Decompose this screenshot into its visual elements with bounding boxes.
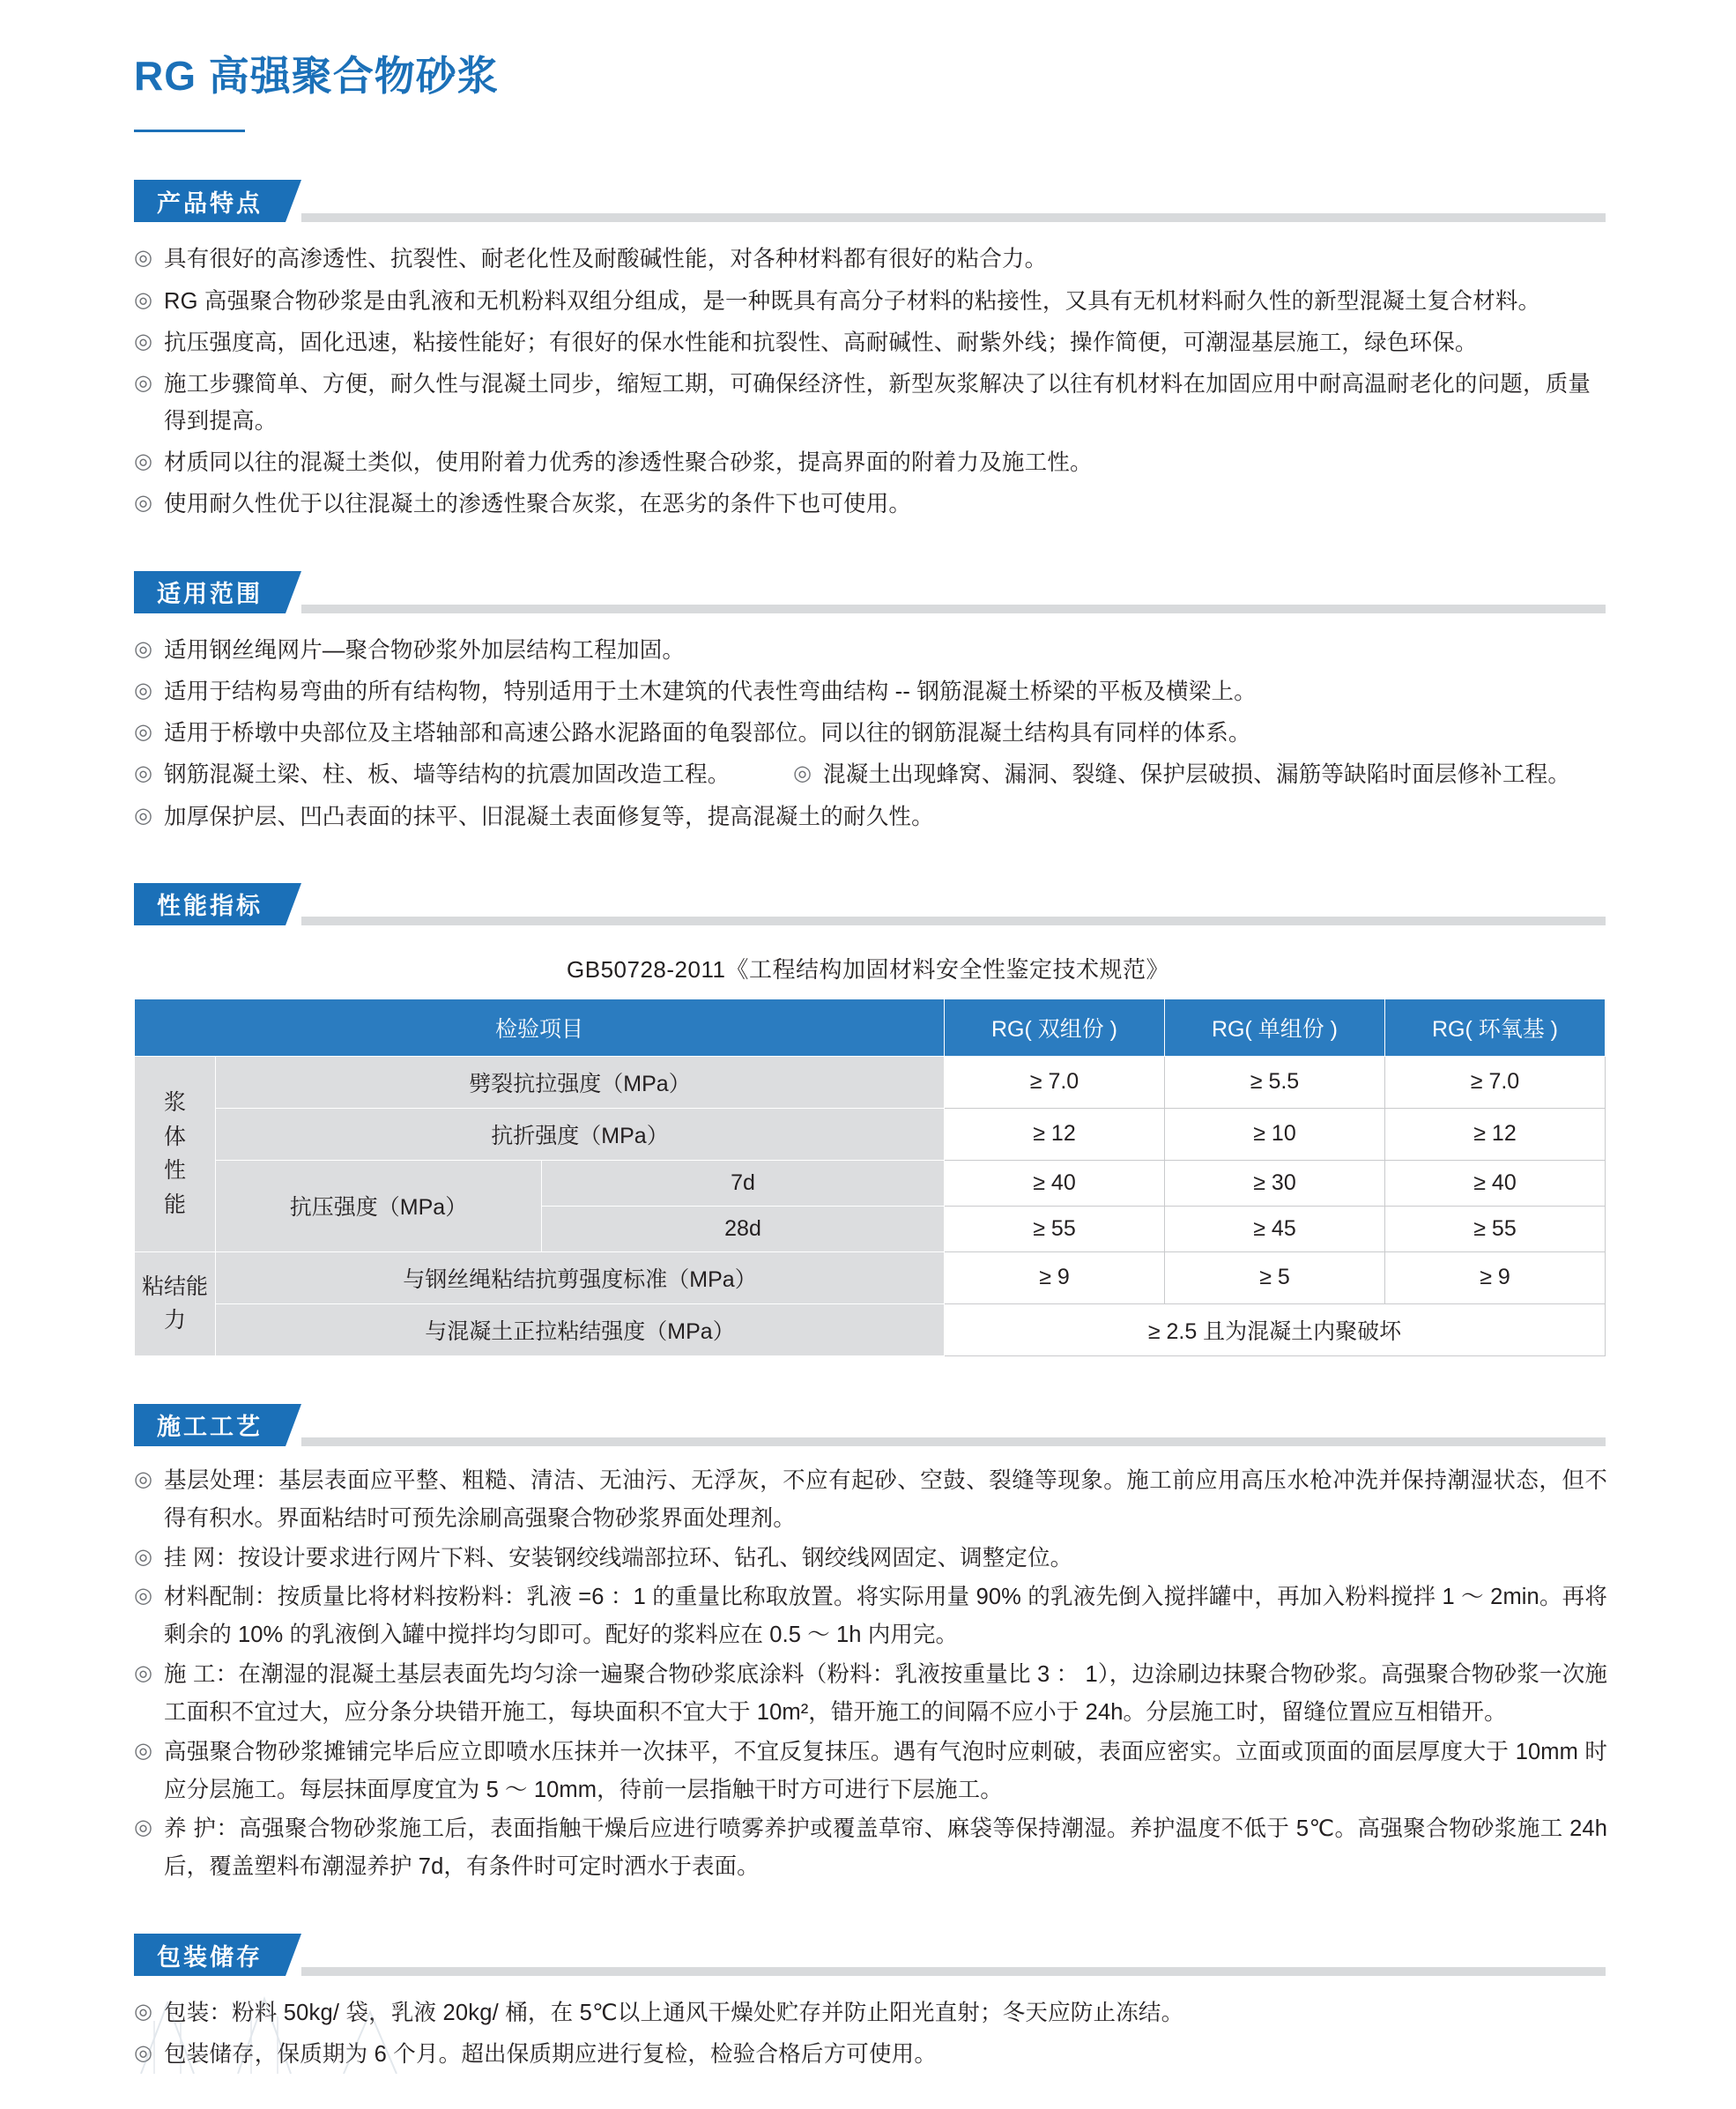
table-cell-value: ≥ 7.0 bbox=[1385, 1056, 1606, 1108]
table-caption: GB50728-2011《工程结构加固材料安全性鉴定技术规范》 bbox=[567, 955, 1169, 983]
table-cell-value: ≥ 7.0 bbox=[945, 1056, 1165, 1108]
section-header-scope bbox=[134, 571, 1606, 613]
table-cell-label: 劈裂抗拉强度（MPa） bbox=[216, 1056, 945, 1108]
table-cell-value: ≥ 10 bbox=[1165, 1108, 1385, 1160]
table-row bbox=[135, 1251, 1606, 1303]
list-item: ◎ 养 护：高强聚合物砂浆施工后，表面指触干燥后应进行喷雾养护或覆盖草帘、麻袋等保持潮湿。养护温度不低于 5℃。高强聚合物砂浆施工 24h 后，覆盖塑料布潮湿养护 7d，有条件时可定时洒水于表面。 bbox=[134, 1810, 1607, 1886]
table-cell-label: 抗压强度（MPa） bbox=[216, 1160, 542, 1251]
list-item: ◎ 施 工：在潮湿的混凝土基层表面先均匀涂一遍聚合物砂浆底涂料（粉料：乳液按重量比 3 ： 1），边涂刷边抹聚合物砂浆。高强聚合物砂浆一次施工面积不宜过大，应分条分块错开施工，每块面积不宜大于 10m²，错开施工的间隔不应小于 24h。分层施工时，留缝位置应互相错开。 bbox=[134, 1656, 1607, 1732]
packaging-list bbox=[134, 1995, 1607, 2074]
table-cell-value: ≥ 40 bbox=[1385, 1160, 1606, 1206]
list-item: ◎ 材料配制：按质量比将材料按粉料：乳液 =6 ：1 的重量比称取放置。将实际用量 90% 的乳液先倒入搅拌罐中，再加入粉料搅拌 1 ～ 2min。再将剩余的 10% 的乳液倒入罐中搅拌均匀即可。配好的浆料应在 0.5 ～ 1h 内用完。 bbox=[134, 1578, 1607, 1654]
table-cell-value: ≥ 5.5 bbox=[1165, 1056, 1385, 1108]
section-bar bbox=[301, 1437, 1606, 1446]
features-list bbox=[134, 241, 1607, 523]
table-cell-value: ≥ 40 bbox=[945, 1160, 1165, 1206]
table-row bbox=[135, 1108, 1606, 1160]
list-item: ◎ 具有很好的高渗透性、抗裂性、耐老化性及耐酸碱性能，对各种材料都有很好的粘合力。 bbox=[134, 241, 1607, 278]
list-item-right: ◎ 混凝土出现蜂窝、漏洞、裂缝、保护层破损、漏筋等缺陷时面层修补工程。 bbox=[793, 757, 1570, 793]
section-bar bbox=[301, 917, 1606, 925]
table-header-row bbox=[135, 999, 1606, 1056]
list-item: ◎ 适用钢丝绳网片—聚合物砂浆外加层结构工程加固。 bbox=[134, 633, 1607, 669]
table-cell-value: ≥ 45 bbox=[1165, 1206, 1385, 1251]
section-title-features: 产品特点 bbox=[134, 180, 286, 222]
list-item: ◎ 加厚保护层、凹凸表面的抹平、旧混凝土表面修复等，提高混凝土的耐久性。 bbox=[134, 799, 1607, 835]
table-cell-value: ≥ 5 bbox=[1165, 1251, 1385, 1303]
table-cell-label: 抗折强度（MPa） bbox=[216, 1108, 945, 1160]
list-item: ◎ 包装：粉料 50kg/ 袋，乳液 20kg/ 桶，在 5℃以上通风干燥处贮存并防止阳光直射；冬天应防止冻结。 bbox=[134, 1995, 1607, 2031]
table-header-cell: RG( 双组份 ) bbox=[945, 999, 1165, 1056]
section-header-features bbox=[134, 180, 1606, 222]
page-title: RG 高强聚合物砂浆 bbox=[134, 52, 499, 99]
section-title-process: 施工工艺 bbox=[134, 1404, 286, 1446]
list-item-two-column bbox=[134, 757, 1607, 793]
list-item: ◎ 高强聚合物砂浆摊铺完毕后应立即喷水压抹并一次抹平，不宜反复抹压。遇有气泡时应刺破，表面应密实。立面或顶面的面层厚度大于 10mm 时应分层施工。每层抹面厚度宜为 5 ～ 10mm，待前一层指触干时方可进行下层施工。 bbox=[134, 1734, 1607, 1809]
table-cell-value: ≥ 12 bbox=[945, 1108, 1165, 1160]
section-header-process bbox=[134, 1404, 1606, 1446]
table-cell-value: ≥ 9 bbox=[945, 1251, 1165, 1303]
table-cell-label: 与混凝土正拉粘结强度（MPa） bbox=[216, 1303, 945, 1355]
table-row bbox=[135, 1160, 1606, 1206]
table-cell-value: ≥ 12 bbox=[1385, 1108, 1606, 1160]
table-row bbox=[135, 1056, 1606, 1108]
list-item: ◎ 挂 网：按设计要求进行网片下料、安装钢绞线端部拉环、钻孔、钢绞线网固定、调整定位。 bbox=[134, 1540, 1607, 1578]
table-cell-sublabel: 7d bbox=[542, 1160, 945, 1206]
list-item: ◎ RG 高强聚合物砂浆是由乳液和无机粉料双组分组成，是一种既具有高分子材料的粘接性，又具有无机材料耐久性的新型混凝土复合材料。 bbox=[134, 284, 1607, 320]
section-bar bbox=[301, 213, 1606, 222]
section-bar bbox=[301, 1967, 1606, 1976]
table-header-cell: RG( 单组份 ) bbox=[1165, 999, 1385, 1056]
scope-list bbox=[134, 633, 1607, 835]
list-item: ◎ 抗压强度高，固化迅速，粘接性能好；有很好的保水性能和抗裂性、高耐碱性、耐紫外线；操作简便，可潮湿基层施工，绿色环保。 bbox=[134, 325, 1607, 361]
table-header-cell: 检验项目 bbox=[135, 999, 945, 1056]
table-cell-label: 与钢丝绳粘结抗剪强度标准（MPa） bbox=[216, 1251, 945, 1303]
section-header-packaging bbox=[134, 1934, 1606, 1976]
table-cell-value: ≥ 55 bbox=[1385, 1206, 1606, 1251]
list-item-left: ◎ 钢筋混凝土梁、柱、板、墙等结构的抗震加固改造工程。 bbox=[164, 762, 731, 788]
section-header-performance bbox=[134, 883, 1606, 925]
table-cell-value: ≥ 30 bbox=[1165, 1160, 1385, 1206]
document-page bbox=[0, 27, 1736, 2074]
list-item: ◎ 包装储存，保质期为 6 个月。超出保质期应进行复检，检验合格后方可使用。 bbox=[134, 2037, 1607, 2073]
section-title-scope: 适用范围 bbox=[134, 571, 286, 613]
row-group-label: 粘结能 力 bbox=[135, 1251, 216, 1355]
list-item: ◎ 基层处理：基层表面应平整、粗糙、清洁、无油污、无浮灰，不应有起砂、空鼓、裂缝等现象。施工前应用高压水枪冲洗并保持潮湿状态，但不得有积水。界面粘结时可预先涂刷高强聚合物砂浆界面处理剂。 bbox=[134, 1462, 1607, 1538]
list-item: ◎ 使用耐久性优于以往混凝土的渗透性聚合灰浆，在恶劣的条件下也可使用。 bbox=[134, 486, 1607, 523]
table-header-cell: RG( 环氧基 ) bbox=[1385, 999, 1606, 1056]
list-item: ◎ 材质同以往的混凝土类似，使用附着力优秀的渗透性聚合砂浆，提高界面的附着力及施工性。 bbox=[134, 445, 1607, 481]
list-item: ◎ 施工步骤简单、方便，耐久性与混凝土同步，缩短工期，可确保经济性，新型灰浆解决了以往有机材料在加固应用中耐高温耐老化的问题，质量得到提高。 bbox=[134, 367, 1607, 440]
section-title-performance: 性能指标 bbox=[134, 883, 286, 925]
list-item: ◎ 适用于桥墩中央部位及主塔轴部和高速公路水泥路面的龟裂部位。同以往的钢筋混凝土结构具有同样的体系。 bbox=[134, 716, 1607, 752]
performance-table bbox=[134, 999, 1606, 1356]
table-cell-sublabel: 28d bbox=[542, 1206, 945, 1251]
section-title-packaging: 包装储存 bbox=[134, 1934, 286, 1976]
process-list bbox=[0, 1462, 1736, 1886]
table-cell-value-merged: ≥ 2.5 且为混凝土内聚破坏 bbox=[945, 1303, 1606, 1355]
table-row bbox=[135, 1303, 1606, 1355]
table-cell-value: ≥ 55 bbox=[945, 1206, 1165, 1251]
table-cell-value: ≥ 9 bbox=[1385, 1251, 1606, 1303]
title-underline bbox=[134, 130, 245, 132]
list-item: ◎ 适用于结构易弯曲的所有结构物，特别适用于土木建筑的代表性弯曲结构 -- 钢筋混凝土桥梁的平板及横梁上。 bbox=[134, 674, 1607, 710]
section-bar bbox=[301, 605, 1606, 613]
row-group-label: 浆 体 性 能 bbox=[135, 1056, 216, 1251]
